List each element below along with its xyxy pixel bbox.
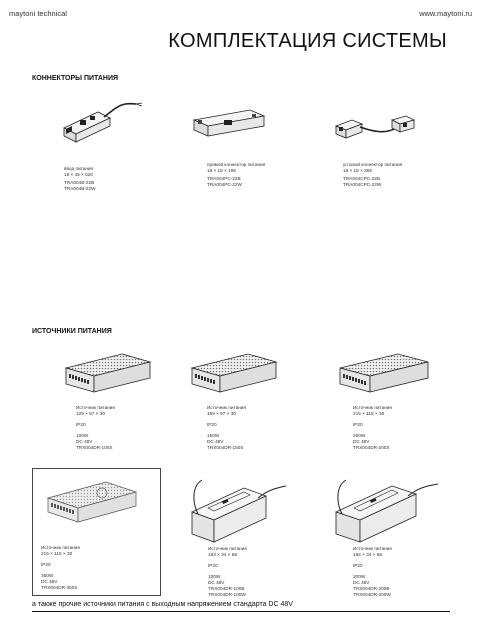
ps-1-voltage: DC 48V xyxy=(76,439,93,444)
power-supply-4-specs xyxy=(41,545,80,591)
ps-5-code-1: TRX004DR-100B xyxy=(208,586,245,591)
power-supply-5-specs xyxy=(208,546,247,598)
power-supply-3-specs xyxy=(353,405,392,451)
ps-2-power: 150W xyxy=(207,433,220,438)
ps-3-code: TRX004DR-200S xyxy=(353,445,390,450)
page-title: КОМПЛЕКТАЦИЯ СИСТЕМЫ xyxy=(168,30,447,52)
connector-3-dims: 18 × 18 × 365 xyxy=(343,168,372,173)
ps-6-code-1: TRX004DR-200B xyxy=(353,586,390,591)
ps-6-ip: IP20 xyxy=(353,563,363,568)
power-supply-6-specs xyxy=(353,546,392,598)
power-supply-1-specs xyxy=(76,405,115,451)
power-supply-2-specs xyxy=(207,405,246,451)
ps-3-dims: 215 × 115 × 30 xyxy=(353,411,385,416)
ps-3-ip: IP20 xyxy=(353,422,363,427)
footer-note: а также прочие источники питания с выходным напряжением стандарта DC 48V xyxy=(32,601,293,608)
ps-1-power: 100W xyxy=(76,433,89,438)
connector-2-dims: 18 × 18 × 195 xyxy=(207,168,236,173)
ps-2-ip: IP20 xyxy=(207,422,217,427)
section-title-connectors: КОННЕКТОРЫ ПИТАНИЯ xyxy=(32,75,119,82)
power-supply-1-icon xyxy=(62,346,154,398)
ps-3-name: Источник питания xyxy=(353,405,392,410)
connector-2-name: прямой коннектор питания xyxy=(207,162,266,167)
connector-1-code-1: TRA004B-22B xyxy=(64,180,95,185)
ps-5-dims: 163 × 34 × 68 xyxy=(208,552,237,557)
power-supply-3-icon xyxy=(336,346,432,398)
ps-5-voltage: DC 48V xyxy=(208,580,225,585)
ps-4-ip: IP20 xyxy=(41,562,51,567)
ps-5-ip: IP20 xyxy=(208,563,218,568)
ps-4-power: 350W xyxy=(41,573,54,578)
connector-2-code-1: TRA004PC-22B xyxy=(207,176,241,181)
power-input-connector-icon xyxy=(58,98,148,150)
ps-6-voltage: DC 48V xyxy=(353,580,370,585)
connector-3-name: угловой коннектор питания xyxy=(343,162,403,167)
ps-6-name: Источник питания xyxy=(353,546,392,551)
ps-3-voltage: DC 48V xyxy=(353,439,370,444)
ps-1-code: TRX004DR-100S xyxy=(76,445,113,450)
connector-1-specs xyxy=(64,166,96,192)
ps-2-code: TRX004DR-150S xyxy=(207,445,244,450)
connector-1-dims: 18 × 45 × 520 xyxy=(64,172,93,177)
ps-1-ip: IP20 xyxy=(76,422,86,427)
ps-4-dims: 215 × 115 × 30 xyxy=(41,551,73,556)
ps-4-code: TRX004DR-350S xyxy=(41,585,78,590)
connector-3-specs xyxy=(343,162,402,188)
connector-2-specs xyxy=(207,162,265,188)
brand-label: maytoni technical xyxy=(9,9,67,18)
ps-2-name: Источник питания xyxy=(207,405,246,410)
ps-6-code-2: TRX004DR-200W xyxy=(353,592,391,597)
ps-6-dims: 182 × 34 × 68 xyxy=(353,552,382,557)
power-supply-6-icon xyxy=(332,462,440,546)
footer-divider xyxy=(32,611,450,612)
section-title-power: ИСТОЧНИКИ ПИТАНИЯ xyxy=(32,328,112,335)
connector-3-code-2: TRA004CPC-22W xyxy=(343,182,382,187)
ps-4-name: Источник питания xyxy=(41,545,80,550)
connector-1-code-2: TRA004B-22W xyxy=(64,186,96,191)
power-supply-2-icon xyxy=(188,346,280,398)
ps-4-voltage: DC 48V xyxy=(41,579,58,584)
power-supply-4-icon xyxy=(44,474,140,530)
ps-1-name: Источник питания xyxy=(76,405,115,410)
site-link[interactable]: www.maytoni.ru xyxy=(419,9,472,18)
connector-3-code-1: TRA004CPC-22B xyxy=(343,176,380,181)
ps-5-code-2: TRX004DR-100W xyxy=(208,592,246,597)
ps-5-name: Источник питания xyxy=(208,546,247,551)
ps-2-dims: 159 × 97 × 30 xyxy=(207,411,236,416)
connector-2-code-2: TRA004PC-22W xyxy=(207,182,242,187)
straight-power-connector-icon xyxy=(190,106,270,146)
ps-3-power: 200W xyxy=(353,433,366,438)
ps-6-power: 200W xyxy=(353,574,366,579)
corner-power-connector-icon xyxy=(330,108,420,148)
power-supply-5-icon xyxy=(188,462,288,546)
connector-1-name: ввод питания xyxy=(64,166,94,171)
ps-5-power: 100W xyxy=(208,574,221,579)
ps-1-dims: 129 × 97 × 30 xyxy=(76,411,105,416)
ps-2-voltage: DC 48V xyxy=(207,439,224,444)
